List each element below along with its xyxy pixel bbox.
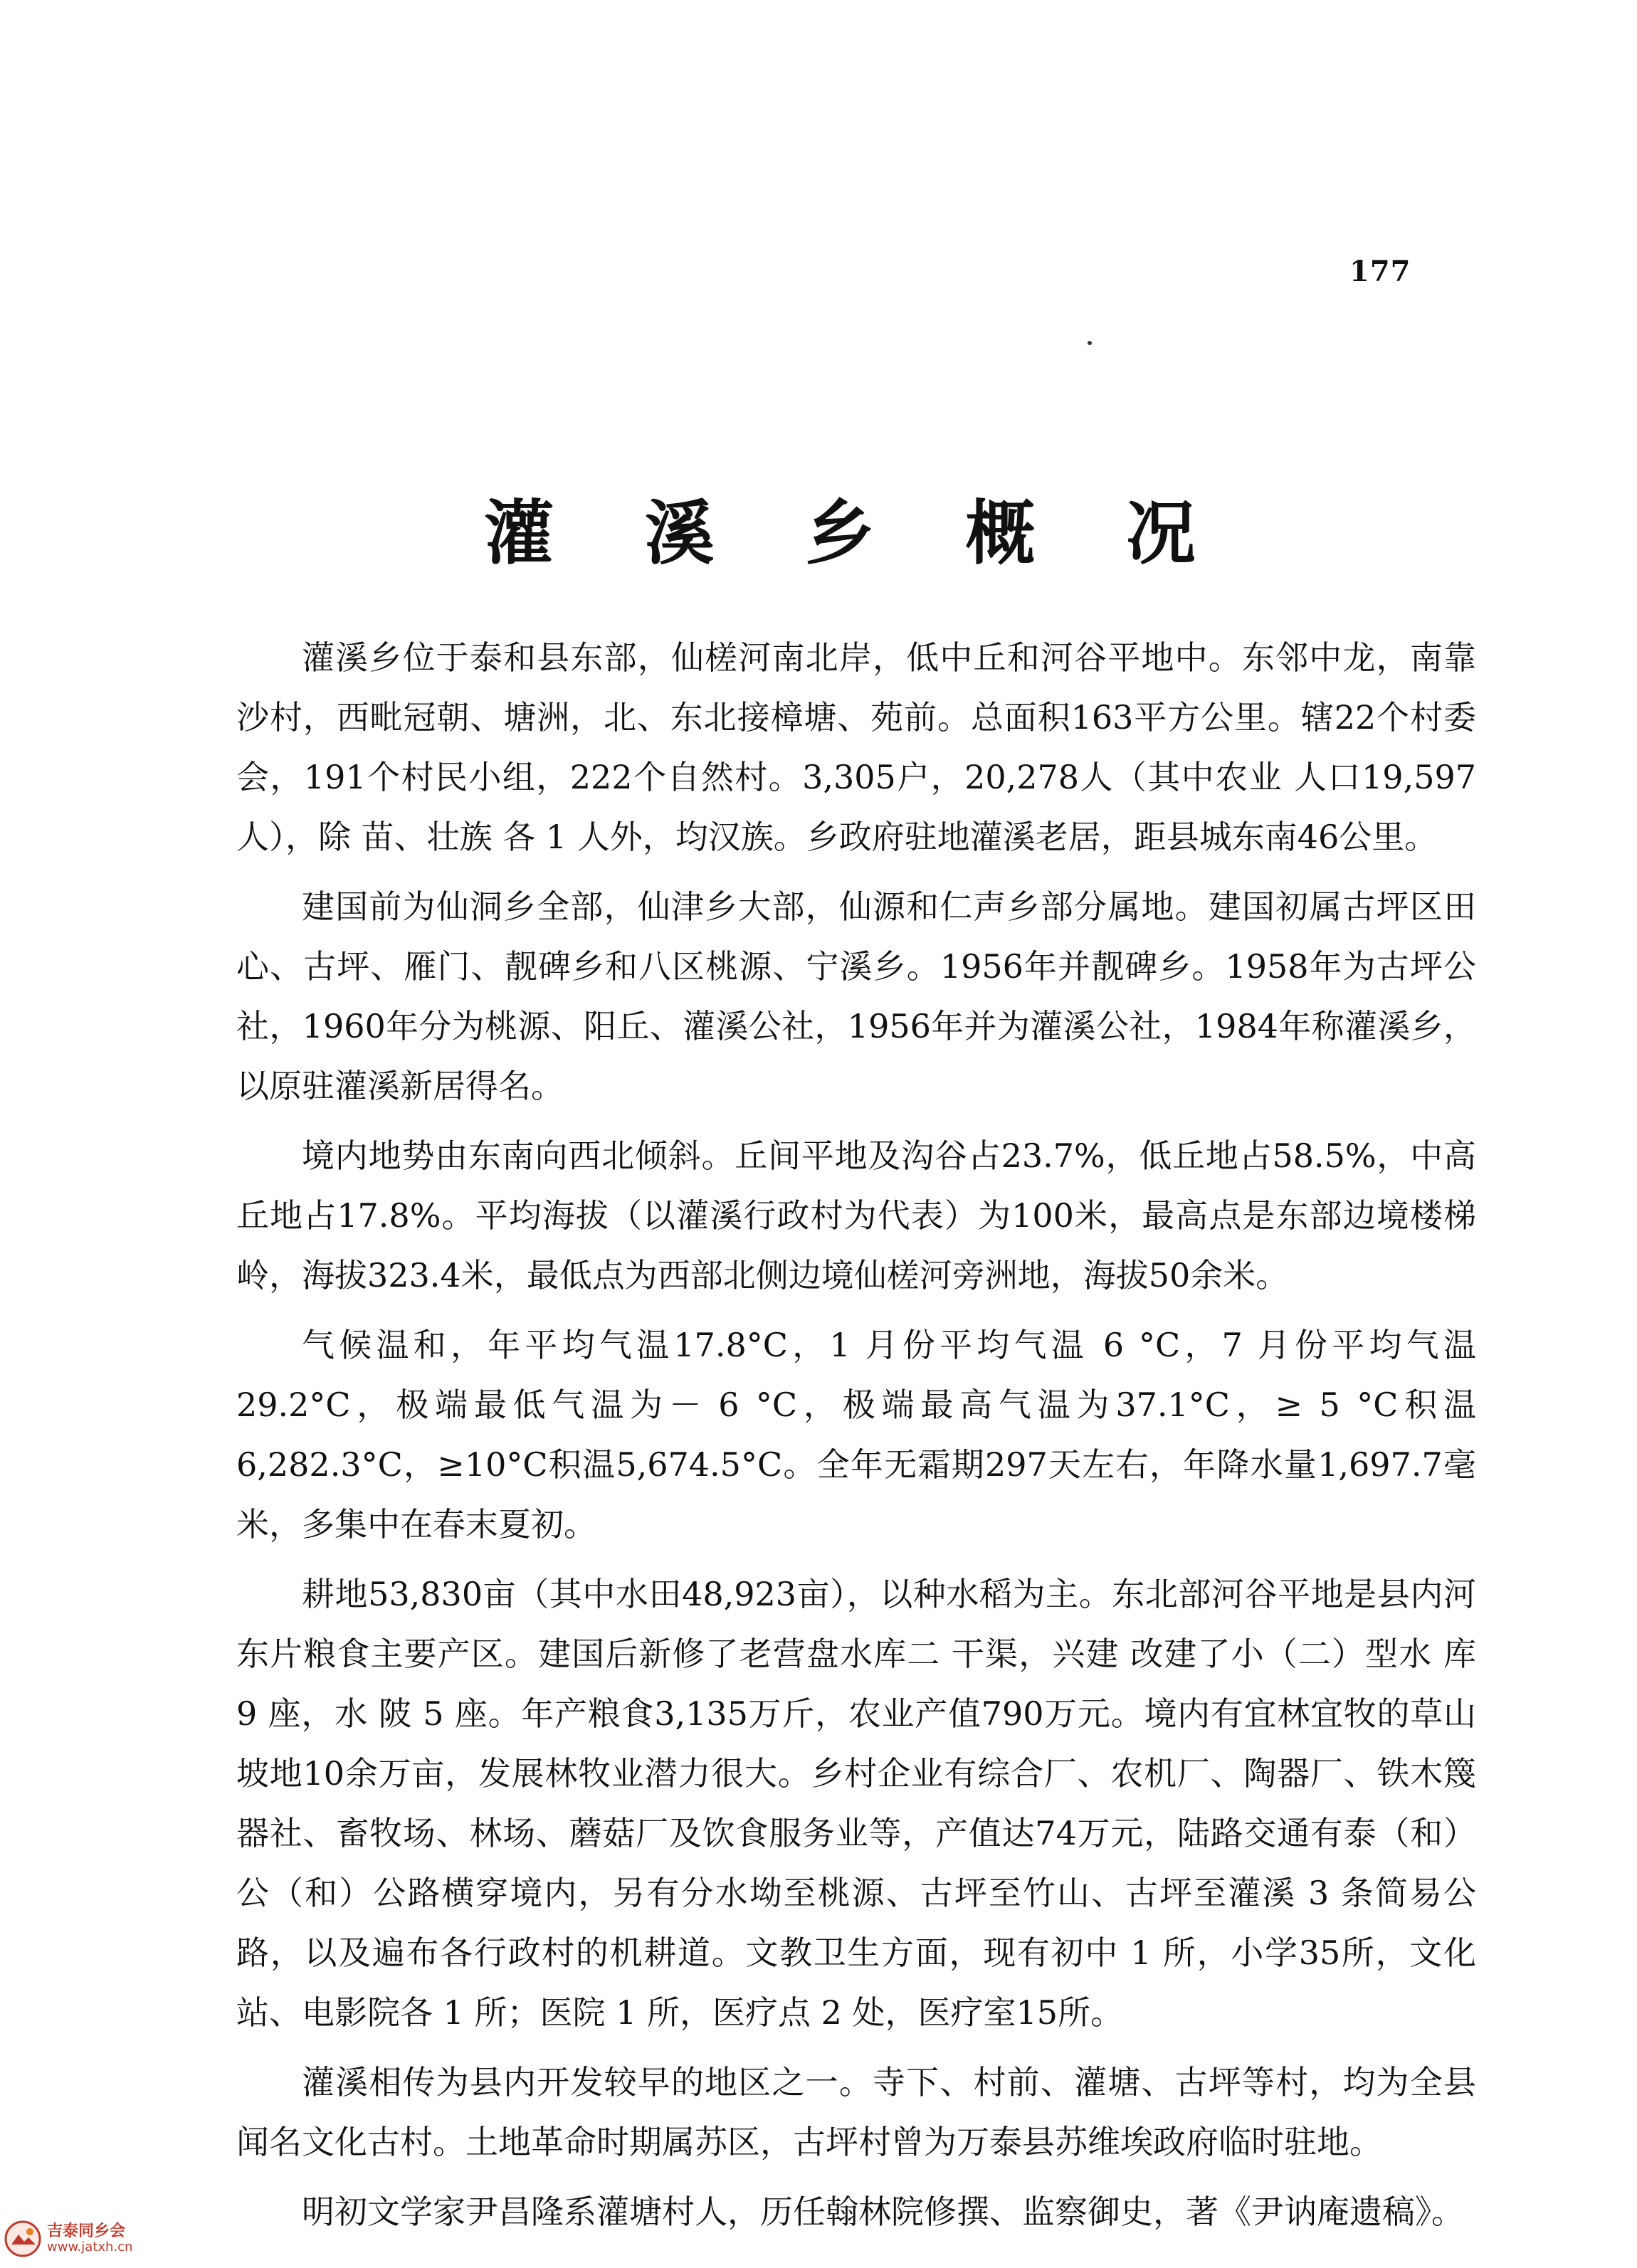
- paragraph-climate: 气候温和，年平均气温17.8°C，1 月份平均气温 6 °C，7 月份平均气温29.2°C，极端最低气温为－ 6 °C，极端最高气温为37.1°C，≥ 5 °C积温6,282.3°C，≥10°C积温5,674.5°C。全年无霜期297天左右，年降水量1,697.7毫米，多集中在春末夏初。: [236, 1326, 1476, 1544]
- paragraph-notable-person: 明初文学家尹昌隆系灌塘村人，历任翰林院修撰、监察御史，著《尹讷庵遗稿》。: [302, 2193, 1464, 2231]
- paragraph-history: 建国前为仙洞乡全部，仙津乡大部，仙源和仁声乡部分属地。建国初属古坪区田心、古坪、雁门、靓碑乡和八区桃源、宁溪乡。1956年并靓碑乡。1958年为古坪公社，1960年分为桃源、阳丘、灌溪公社，1956年并为灌溪公社，1984年称灌溪乡，以原驻灌溪新居得名。: [236, 887, 1476, 1105]
- paragraph-culture: 灌溪相传为县内开发较早的地区之一。寺下、村前、灌塘、古坪等村，均为全县闻名文化古村。土地革命时期属苏区，古坪村曾为万泰县苏维埃政府临时驻地。: [236, 2063, 1476, 2161]
- body-text: [236, 628, 1476, 2252]
- title-char: 溪: [644, 492, 715, 574]
- paragraph-location: 灌溪乡位于泰和县东部，仙槎河南北岸，低中丘和河谷平地中。东邻中龙，南靠沙村，西毗冠朝、塘洲，北、东北接樟塘、苑前。总面积163平方公里。辖22个村委会，191个村民小组，222个自然村。3,305户，20,278人（其中农业 人口19,597人），除 苗、壮族 各 1 人外，均汉族。乡政府驻地灌溪老居，距县城东南46公里。: [236, 638, 1476, 856]
- title-char: 灌: [484, 492, 554, 574]
- title-char: 乡: [804, 492, 875, 574]
- paragraph-terrain: 境内地势由东南向西北倾斜。丘间平地及沟谷占23.7%，低丘地占58.5%，中高丘地占17.8%。平均海拔（以灌溪行政村为代表）为100米，最高点是东部边境楼梯岭，海拔323.4米，最低点为西部北侧边境仙槎河旁洲地，海拔50余米。: [236, 1136, 1476, 1294]
- title-char: 概: [965, 492, 1036, 574]
- watermark: [4, 2220, 132, 2257]
- page-title: [484, 492, 1196, 576]
- page-number: 177: [1349, 255, 1411, 288]
- watermark-name: 吉泰同乡会: [47, 2222, 126, 2240]
- watermark-url: www.jatxh.cn: [47, 2240, 133, 2255]
- title-char: 况: [1125, 492, 1196, 574]
- scan-speck: [1088, 341, 1092, 345]
- watermark-logo-icon: [4, 2220, 41, 2257]
- paragraph-economy: 耕地53,830亩（其中水田48,923亩），以种水稻为主。东北部河谷平地是县内河东片粮食主要产区。建国后新修了老营盘水库二 干渠，兴建 改建了小（二）型水 库 9 座，水 陂 5 座。年产粮食3,135万斤，农业产值790万元。境内有宜林宜牧的草山坡地10余万亩，发展林牧业潜力很大。乡村企业有综合厂、农机厂、陶器厂、铁木篾器社、畜牧场、林场、蘑菇厂及饮食服务业等，产值达74万元，陆路交通有泰（和）公（和）公路横穿境内，另有分水坳至桃源、古坪至竹山、古坪至灌溪 3 条简易公路，以及遍布各行政村的机耕道。文教卫生方面，现有初中 1 所，小学35所，文化站、电影院各 1 所；医院 1 所，医疗点 2 处，医疗室15所。: [236, 1575, 1476, 2032]
